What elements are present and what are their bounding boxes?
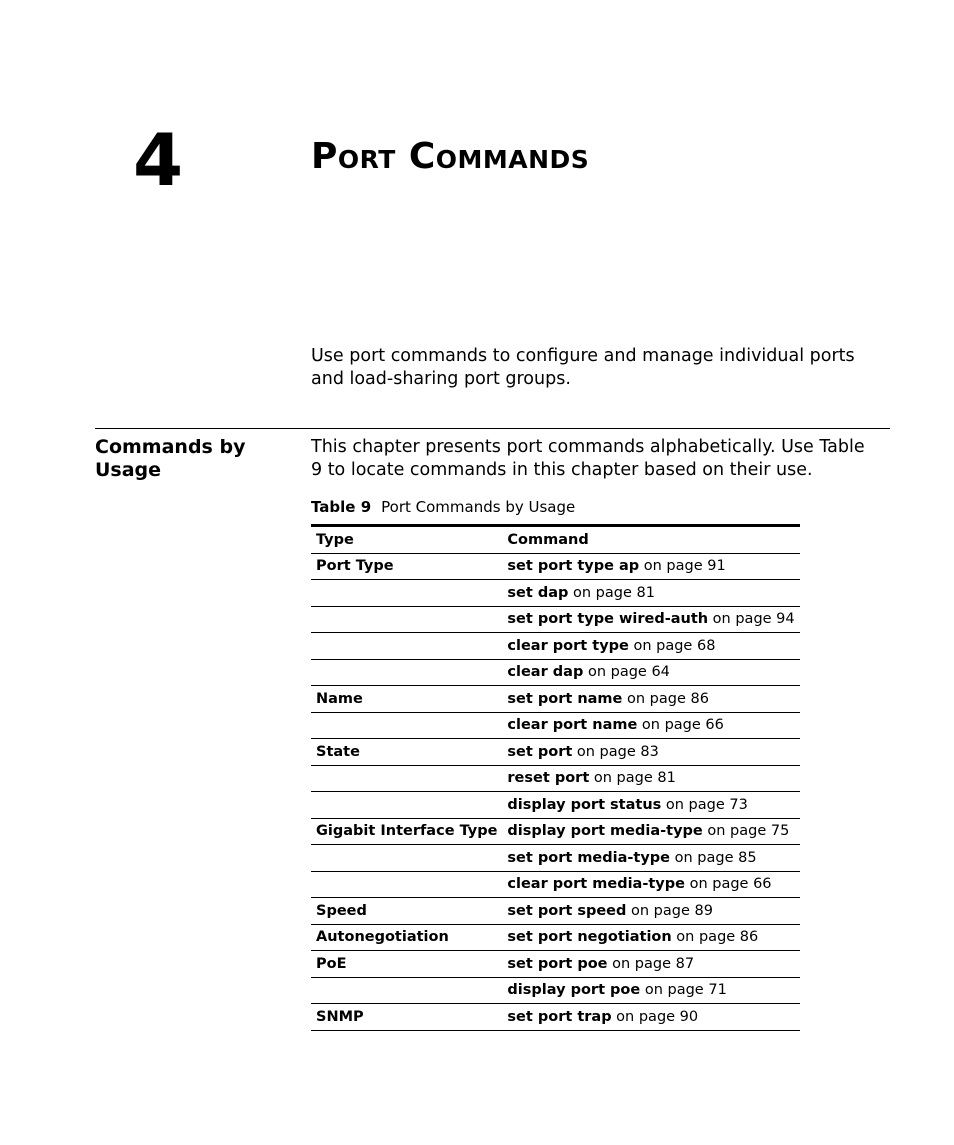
- table-row: [311, 659, 800, 686]
- command-page-ref: on page 87: [607, 955, 695, 972]
- row-type: Autonegotiation: [311, 924, 502, 951]
- command-keyword: set port type wired-auth: [507, 611, 709, 628]
- table-row: [311, 792, 800, 819]
- command-keyword: set port: [507, 743, 573, 760]
- table-row: [311, 845, 800, 872]
- command-keyword: set port media-type: [507, 849, 671, 866]
- command-keyword: clear port name: [507, 717, 638, 734]
- command-page-ref: on page 83: [572, 743, 659, 760]
- table-row: [311, 553, 800, 580]
- row-command: [502, 845, 799, 872]
- table-row: [311, 606, 800, 633]
- row-command: [502, 951, 799, 978]
- table-row: [311, 712, 800, 739]
- command-page-ref: on page 75: [702, 823, 790, 840]
- table-row: [311, 580, 800, 607]
- command-page-ref: on page 66: [637, 717, 724, 734]
- port-commands-table: [311, 524, 800, 1031]
- row-type: PoE: [311, 951, 502, 978]
- row-type: [311, 659, 502, 686]
- table-header-row: [311, 526, 800, 554]
- command-page-ref: on page 81: [568, 584, 655, 601]
- command-page-ref: on page 86: [671, 929, 759, 946]
- row-type: [311, 765, 502, 792]
- command-page-ref: on page 90: [611, 1008, 699, 1025]
- row-command: [502, 792, 799, 819]
- row-command: [502, 898, 799, 925]
- row-command: [502, 659, 799, 686]
- command-keyword: reset port: [507, 770, 590, 787]
- row-type: Port Type: [311, 553, 502, 580]
- table-row: [311, 898, 800, 925]
- command-page-ref: on page 64: [583, 664, 670, 681]
- command-page-ref: on page 91: [639, 558, 726, 575]
- command-keyword: set port trap: [507, 1008, 612, 1025]
- table-row: [311, 739, 800, 766]
- table-caption: [311, 497, 575, 517]
- row-type: Speed: [311, 898, 502, 925]
- command-keyword: clear port media-type: [507, 876, 685, 893]
- command-page-ref: on page 71: [640, 982, 727, 999]
- row-type: [311, 712, 502, 739]
- intro-paragraph: Use port commands to configure and manage individual ports and load-sharing port groups.: [311, 346, 855, 389]
- row-type: [311, 633, 502, 660]
- command-keyword: display port poe: [507, 982, 641, 999]
- row-command: [502, 553, 799, 580]
- chapter-number: 4: [133, 118, 183, 202]
- command-page-ref: on page 68: [628, 637, 716, 654]
- row-type: [311, 792, 502, 819]
- row-command: [502, 924, 799, 951]
- row-type: [311, 871, 502, 898]
- command-keyword: set port speed: [507, 902, 627, 919]
- row-type: [311, 977, 502, 1004]
- row-command: [502, 633, 799, 660]
- row-command: [502, 871, 799, 898]
- table-row: [311, 686, 800, 713]
- command-keyword: clear dap: [507, 664, 584, 681]
- table-row: [311, 1004, 800, 1031]
- section-heading: Commands by Usage: [95, 436, 246, 481]
- row-type: Gigabit Interface Type: [311, 818, 502, 845]
- table-row: [311, 924, 800, 951]
- row-type: State: [311, 739, 502, 766]
- header-command: Command: [502, 526, 799, 554]
- row-type: [311, 606, 502, 633]
- command-keyword: clear port type: [507, 637, 629, 654]
- command-page-ref: on page 86: [622, 690, 709, 707]
- header-type: Type: [311, 526, 502, 554]
- command-page-ref: on page 66: [684, 876, 772, 893]
- command-keyword: set port negotiation: [507, 929, 672, 946]
- section-body: This chapter presents port commands alphabetically. Use Table 9 to locate commands in this chapter based on their use.: [311, 437, 865, 480]
- command-page-ref: on page 94: [708, 611, 795, 628]
- command-page-ref: on page 85: [670, 849, 757, 866]
- command-page-ref: on page 89: [626, 902, 713, 919]
- table-body: [311, 553, 800, 1030]
- row-command: [502, 818, 799, 845]
- table-caption-label: Table 9: [311, 498, 372, 516]
- row-command: [502, 739, 799, 766]
- command-keyword: display port status: [507, 796, 662, 813]
- table-row: [311, 765, 800, 792]
- section-divider: [95, 428, 890, 429]
- command-keyword: set port poe: [507, 955, 608, 972]
- row-type: SNMP: [311, 1004, 502, 1031]
- table-row: [311, 633, 800, 660]
- table-row: [311, 871, 800, 898]
- row-command: [502, 686, 799, 713]
- command-keyword: set port name: [507, 690, 623, 707]
- row-command: [502, 606, 799, 633]
- row-type: Name: [311, 686, 502, 713]
- row-command: [502, 765, 799, 792]
- row-command: [502, 1004, 799, 1031]
- table-row: [311, 818, 800, 845]
- table-row: [311, 977, 800, 1004]
- command-page-ref: on page 81: [589, 770, 676, 787]
- row-command: [502, 977, 799, 1004]
- row-type: [311, 845, 502, 872]
- table-caption-text: Port Commands by Usage: [381, 498, 576, 516]
- row-command: [502, 712, 799, 739]
- command-page-ref: on page 73: [661, 796, 748, 813]
- command-keyword: set port type ap: [507, 558, 640, 575]
- table-row: [311, 951, 800, 978]
- row-command: [502, 580, 799, 607]
- command-keyword: set dap: [507, 584, 569, 601]
- chapter-title: Port Commands: [311, 136, 590, 177]
- row-type: [311, 580, 502, 607]
- command-keyword: display port media-type: [507, 823, 703, 840]
